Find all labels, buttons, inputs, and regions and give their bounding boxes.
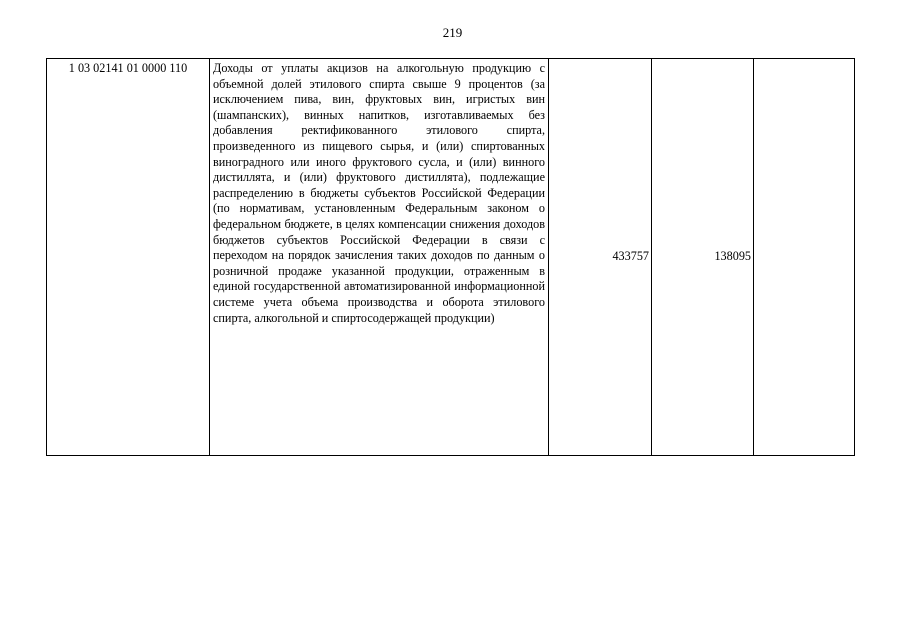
amount-cell-2: 138095: [652, 59, 754, 456]
budget-table: [46, 58, 855, 456]
amount-cell-3: [754, 59, 855, 456]
income-description-cell: Доходы от уплаты акцизов на алкогольную продукцию с объемной долей этилового спирта свыше 9 процентов (за исключением пива, вин, фруктовых вин, игристых вин (шампанских), винных напитков, изготавливаемых без добавления ректификованного этилового спирта, произведенного из пищевого сырья, и (или) спиртованных виноградного или иного фруктового сусла, и (или) винного дистиллята, и (или) фруктового дистиллята), подлежащие распределению в бюджеты субъектов Российской Федерации (по нормативам, установленным Федеральным законом о федеральном бюджете, в целях компенсации снижения доходов бюджетов субъектов Российской Федерации в связи с переходом на порядок зачисления таких доходов по данным о розничной продаже указанной продукции, отраженным в единой государственной автоматизированной информационной системе учета объема производства и оборота этилового спирта, алкогольной и спиртосодержащей продукции): [210, 59, 549, 456]
table-row: [47, 59, 855, 456]
page-number: 219: [442, 25, 463, 40]
budget-code-cell: 1 03 02141 01 0000 110: [47, 59, 210, 456]
amount-cell-1: 433757: [549, 59, 652, 456]
